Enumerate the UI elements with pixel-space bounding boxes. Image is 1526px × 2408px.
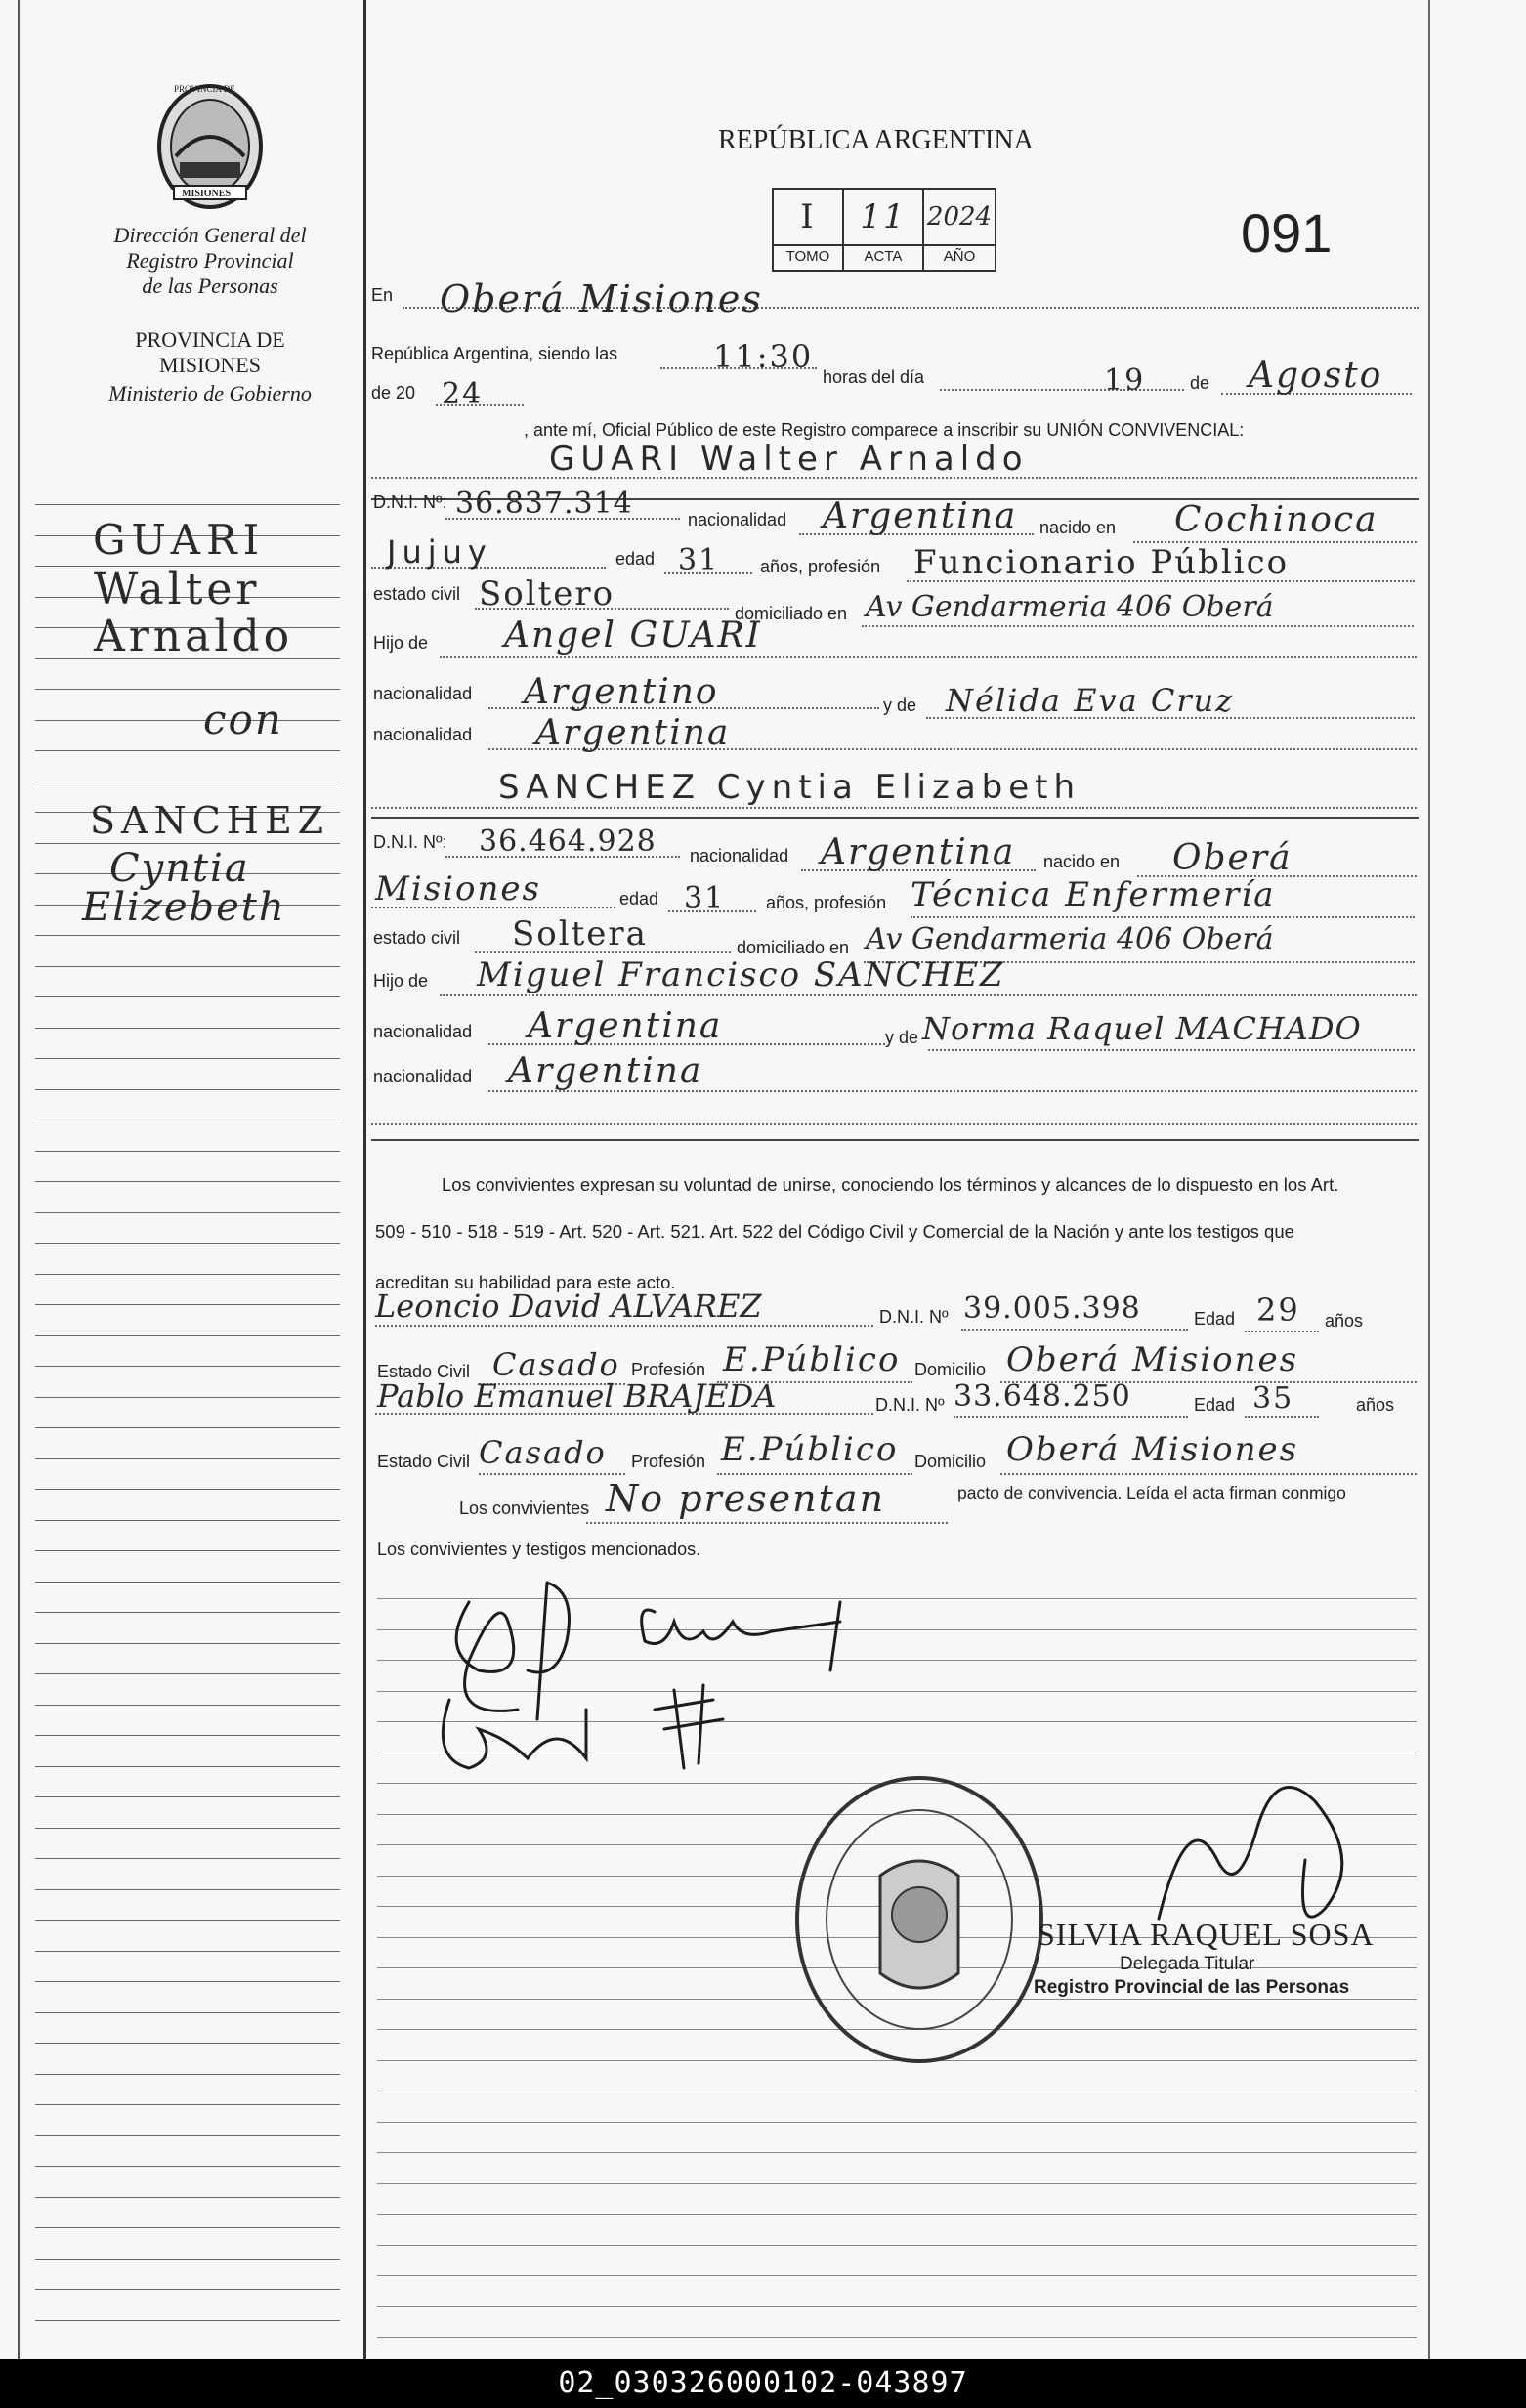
margin-rule-line — [35, 1089, 340, 1090]
w1-civil-label: Estado Civil — [377, 1362, 471, 1381]
ministry-name: Ministerio de Gobierno — [108, 381, 312, 405]
p2-prof: Técnica Enfermería — [911, 875, 1276, 914]
en-label: En — [371, 285, 394, 305]
p1-edad: 31 — [678, 543, 720, 577]
p2-edad-label: edad — [619, 889, 659, 908]
p2-civil-label: estado civil — [373, 928, 461, 948]
margin-rule-line — [35, 2135, 340, 2136]
p2-prof-label: años, profesión — [766, 893, 887, 912]
p2-father: Miguel Francisco SANCHEZ — [477, 955, 1005, 994]
right-margin-border — [1428, 0, 1430, 2359]
p2-born-b: Misiones — [375, 869, 541, 908]
closing-label-a: Los convivientes — [459, 1499, 590, 1518]
column-divider — [363, 0, 366, 2359]
margin-rule-line — [35, 1550, 340, 1551]
body-rule-line — [377, 2245, 1417, 2246]
w2-dni: 33.648.250 — [954, 1379, 1131, 1414]
margin-name-1: GUARI — [93, 516, 266, 564]
w1-dom: Oberá Misiones — [1006, 1340, 1299, 1379]
year-value: 24 — [442, 377, 484, 411]
p1-civil: Soltero — [479, 574, 615, 613]
margin-rule-line — [35, 2166, 340, 2167]
margin-name-5: SANCHEZ — [90, 799, 330, 842]
p2-yde-label: y de — [885, 1028, 919, 1047]
w1-dni-label: D.N.I. Nº — [879, 1307, 949, 1327]
body-rule-line — [377, 2152, 1417, 2153]
margin-rule-line — [35, 1520, 340, 1521]
margin-rule-line — [35, 1705, 340, 1706]
margin-rule-line — [35, 1212, 340, 1213]
day-value: 19 — [1104, 363, 1146, 398]
acta-value: 11 — [860, 197, 907, 236]
seal-text-top: PROVINCIA DE — [174, 84, 235, 94]
registry-seal-icon — [787, 1768, 1051, 2071]
w2-anos-label: años — [1356, 1395, 1395, 1415]
w1-anos-label: años — [1325, 1311, 1364, 1331]
margin-rule-line — [35, 1981, 340, 1982]
p2-nac: Argentina — [821, 832, 1016, 872]
p1-prof-label: años, profesión — [760, 557, 881, 576]
margin-rule-line — [35, 504, 340, 505]
margin-rule-line — [35, 2320, 340, 2321]
margin-rule-line — [35, 2104, 340, 2105]
p1-father: Angel GUARI — [504, 615, 762, 655]
anio-label: AÑO — [943, 248, 976, 265]
p2-nac2-label: nacionalidad — [373, 1022, 473, 1041]
margin-rule-line — [35, 1366, 340, 1367]
signatures-icon — [410, 1563, 879, 1797]
time-value: 11:30 — [713, 338, 814, 375]
intro-line3-b: , ante mí, Oficial Público de este Registro comparece a inscribir su UNIÓN CONVIVENCIAL: — [524, 420, 1245, 440]
closing-line2: Los convivientes y testigos mencionados. — [377, 1540, 701, 1559]
p2-hijo-label: Hijo de — [373, 971, 429, 991]
intro-line2-c: de — [1190, 373, 1210, 393]
p1-born-label: nacido en — [1039, 518, 1117, 537]
statement-line1: Los convivientes expresan su voluntad de unirse, conociendo los términos y alcances de lo dispuesto en los Art. — [442, 1174, 1339, 1195]
margin-name-7: Elizebeth — [82, 885, 286, 930]
official-name: SILVIA RAQUEL SOSA — [1038, 1917, 1375, 1952]
p1-prof: Funcionario Público — [913, 543, 1290, 582]
margin-rule-line — [35, 935, 340, 936]
margin-rule-line — [35, 1920, 340, 1921]
p1-mother: Nélida Eva Cruz — [946, 682, 1235, 719]
person2-name: SANCHEZ Cyntia Elizabeth — [498, 768, 1081, 807]
p1-nac: Argentina — [823, 496, 1018, 536]
p2-mother-nac: Argentina — [508, 1051, 703, 1091]
w2-name: Pablo Emanuel BRAJEDA — [377, 1377, 777, 1415]
margin-rule-line — [35, 1058, 340, 1059]
margin-rule-line — [35, 1582, 340, 1583]
closing-label-b: pacto de convivencia. Leída el acta firman conmigo — [957, 1483, 1346, 1502]
p2-edad: 31 — [684, 881, 726, 915]
w2-dni-label: D.N.I. Nº — [875, 1395, 945, 1415]
p1-nac3-label: nacionalidad — [373, 725, 473, 744]
p2-father-nac: Argentina — [528, 1006, 723, 1046]
p2-nac-label: nacionalidad — [690, 846, 789, 866]
margin-rule-line — [35, 1858, 340, 1859]
margin-rule-line — [35, 1612, 340, 1613]
p2-nac3-label: nacionalidad — [373, 1067, 473, 1086]
person1-name: GUARI Walter Arnaldo — [549, 440, 1029, 479]
w2-civil-label: Estado Civil — [377, 1452, 471, 1471]
p1-nac-label: nacionalidad — [688, 510, 787, 529]
margin-rule-line — [35, 1151, 340, 1152]
month-value: Agosto — [1249, 356, 1383, 396]
w2-prof-label: Profesión — [631, 1452, 706, 1471]
p2-dni-label: D.N.I. Nº: — [373, 832, 447, 852]
left-margin-border — [18, 0, 20, 2359]
body-rule-line — [377, 2275, 1417, 2276]
p1-yde-label: y de — [883, 696, 917, 715]
statement-line3: acreditan su habilidad para este acto. — [375, 1272, 676, 1292]
tomo-acta-anio-box — [772, 188, 996, 272]
margin-rule-line — [35, 1181, 340, 1182]
p1-father-nac: Argentino — [524, 672, 719, 712]
p1-nac2-label: nacionalidad — [373, 684, 473, 703]
margin-rule-line — [35, 1397, 340, 1398]
tomo-value: I — [800, 197, 816, 236]
w2-dom: Oberá Misiones — [1006, 1430, 1299, 1469]
anio-value: 2024 — [926, 202, 993, 232]
p2-mother: Norma Raquel MACHADO — [922, 1010, 1362, 1047]
folio-number: 091 — [1241, 202, 1333, 264]
w1-civil: Casado — [492, 1346, 620, 1383]
seal-text-bottom: MISIONES — [182, 189, 232, 199]
p1-mother-nac: Argentina — [535, 713, 731, 753]
margin-rule-line — [35, 1274, 340, 1275]
w2-civil: Casado — [479, 1434, 607, 1471]
p1-born-b: Jujuy — [387, 533, 492, 570]
p2-dni: 36.464.928 — [479, 824, 657, 859]
margin-name-4: con — [203, 696, 283, 743]
margin-name-6: Cyntia — [109, 846, 250, 891]
margin-rule-line — [35, 1304, 340, 1305]
body-rule-line — [377, 2306, 1417, 2307]
margin-rule-line — [35, 1489, 340, 1490]
p1-dom: Av Gendarmeria 406 Oberá — [866, 590, 1274, 624]
body-rule-line — [377, 2214, 1417, 2215]
intro-line2-b: horas del día — [823, 367, 925, 387]
statement-line2: 509 - 510 - 518 - 519 - Art. 520 - Art. 521. Art. 522 del Código Civil y Comercial de la Nación y ante los testigos que — [375, 1221, 1294, 1242]
margin-rule-line — [35, 1335, 340, 1336]
body-rule-line — [377, 2337, 1417, 2338]
margin-rule-line — [35, 1673, 340, 1674]
tomo-label: TOMO — [785, 248, 830, 265]
margin-rule-line — [35, 720, 340, 721]
margin-rule-line — [35, 2043, 340, 2044]
w1-dni: 39.005.398 — [963, 1291, 1141, 1326]
province-name: PROVINCIA DE MISIONES — [135, 327, 285, 377]
w1-edad-label: Edad — [1194, 1309, 1236, 1329]
margin-name-2: Walter — [94, 565, 261, 614]
body-rule-line — [377, 2183, 1417, 2184]
agency-name: Dirección General del Registro Provincial de las Personas — [113, 223, 307, 298]
margin-rule-line — [35, 1796, 340, 1797]
p2-born-label: nacido en — [1043, 852, 1121, 871]
margin-rule-line — [35, 1243, 340, 1244]
p2-dom-label: domiciliado en — [737, 938, 850, 957]
official-title: Delegada Titular — [1120, 1954, 1255, 1974]
p1-civil-label: estado civil — [373, 584, 461, 604]
margin-rule-line — [35, 996, 340, 997]
body-rule-line — [377, 2122, 1417, 2123]
margin-rule-line — [35, 2012, 340, 2013]
w1-edad: 29 — [1256, 1291, 1300, 1329]
margin-rule-line — [35, 1427, 340, 1428]
w1-prof: E.Público — [723, 1340, 901, 1379]
margin-rule-line — [35, 689, 340, 690]
margin-rule-line — [35, 1828, 340, 1829]
place-value: Oberá Misiones — [440, 277, 763, 320]
document-code-footer: 02_030326000102-043897 — [0, 2359, 1526, 2408]
margin-rule-line — [35, 1951, 340, 1952]
p1-dom-label: domiciliado en — [735, 604, 848, 623]
acta-label: ACTA — [864, 248, 903, 265]
margin-rule-line — [35, 2074, 340, 2075]
p2-civil: Soltera — [512, 914, 648, 953]
margin-rule-line — [35, 1735, 340, 1736]
margin-rule-line — [35, 1643, 340, 1644]
margin-rule-line — [35, 1889, 340, 1890]
p2-born-a: Oberá — [1172, 838, 1293, 878]
p1-dni: 36.837.314 — [455, 486, 633, 521]
p2-dom: Av Gendarmeria 406 Oberá — [866, 922, 1274, 956]
pact-value: No presentan — [606, 1477, 886, 1520]
w2-dom-label: Domicilio — [914, 1452, 987, 1471]
w2-edad-label: Edad — [1194, 1395, 1236, 1415]
margin-rule-line — [35, 1766, 340, 1767]
intro-line2-a: República Argentina, siendo las — [371, 344, 618, 363]
margin-rule-line — [35, 1458, 340, 1459]
w2-prof: E.Público — [721, 1430, 899, 1469]
p1-born-a: Cochinoca — [1174, 500, 1378, 540]
margin-rule-line — [35, 843, 340, 844]
w1-prof-label: Profesión — [631, 1360, 706, 1379]
w1-dom-label: Domicilio — [914, 1360, 987, 1379]
margin-rule-line — [35, 2289, 340, 2290]
p1-hijo-label: Hijo de — [373, 633, 429, 653]
margin-rule-line — [35, 750, 340, 751]
intro-line3-a: de 20 — [371, 383, 416, 402]
p1-dni-label: D.N.I. Nº: — [373, 492, 447, 512]
p1-edad-label: edad — [615, 549, 656, 569]
republic-title: REPÚBLICA ARGENTINA — [718, 125, 1034, 155]
margin-rule-line — [35, 966, 340, 967]
w1-name: Leoncio David ALVAREZ — [375, 1288, 762, 1325]
margin-name-3: Arnaldo — [94, 612, 294, 661]
margin-rule-line — [35, 2259, 340, 2260]
margin-rule-line — [35, 1028, 340, 1029]
margin-rule-line — [35, 2227, 340, 2228]
margin-rule-line — [35, 2197, 340, 2198]
official-office: Registro Provincial de las Personas — [1034, 1977, 1350, 1998]
w2-edad: 35 — [1252, 1381, 1294, 1415]
